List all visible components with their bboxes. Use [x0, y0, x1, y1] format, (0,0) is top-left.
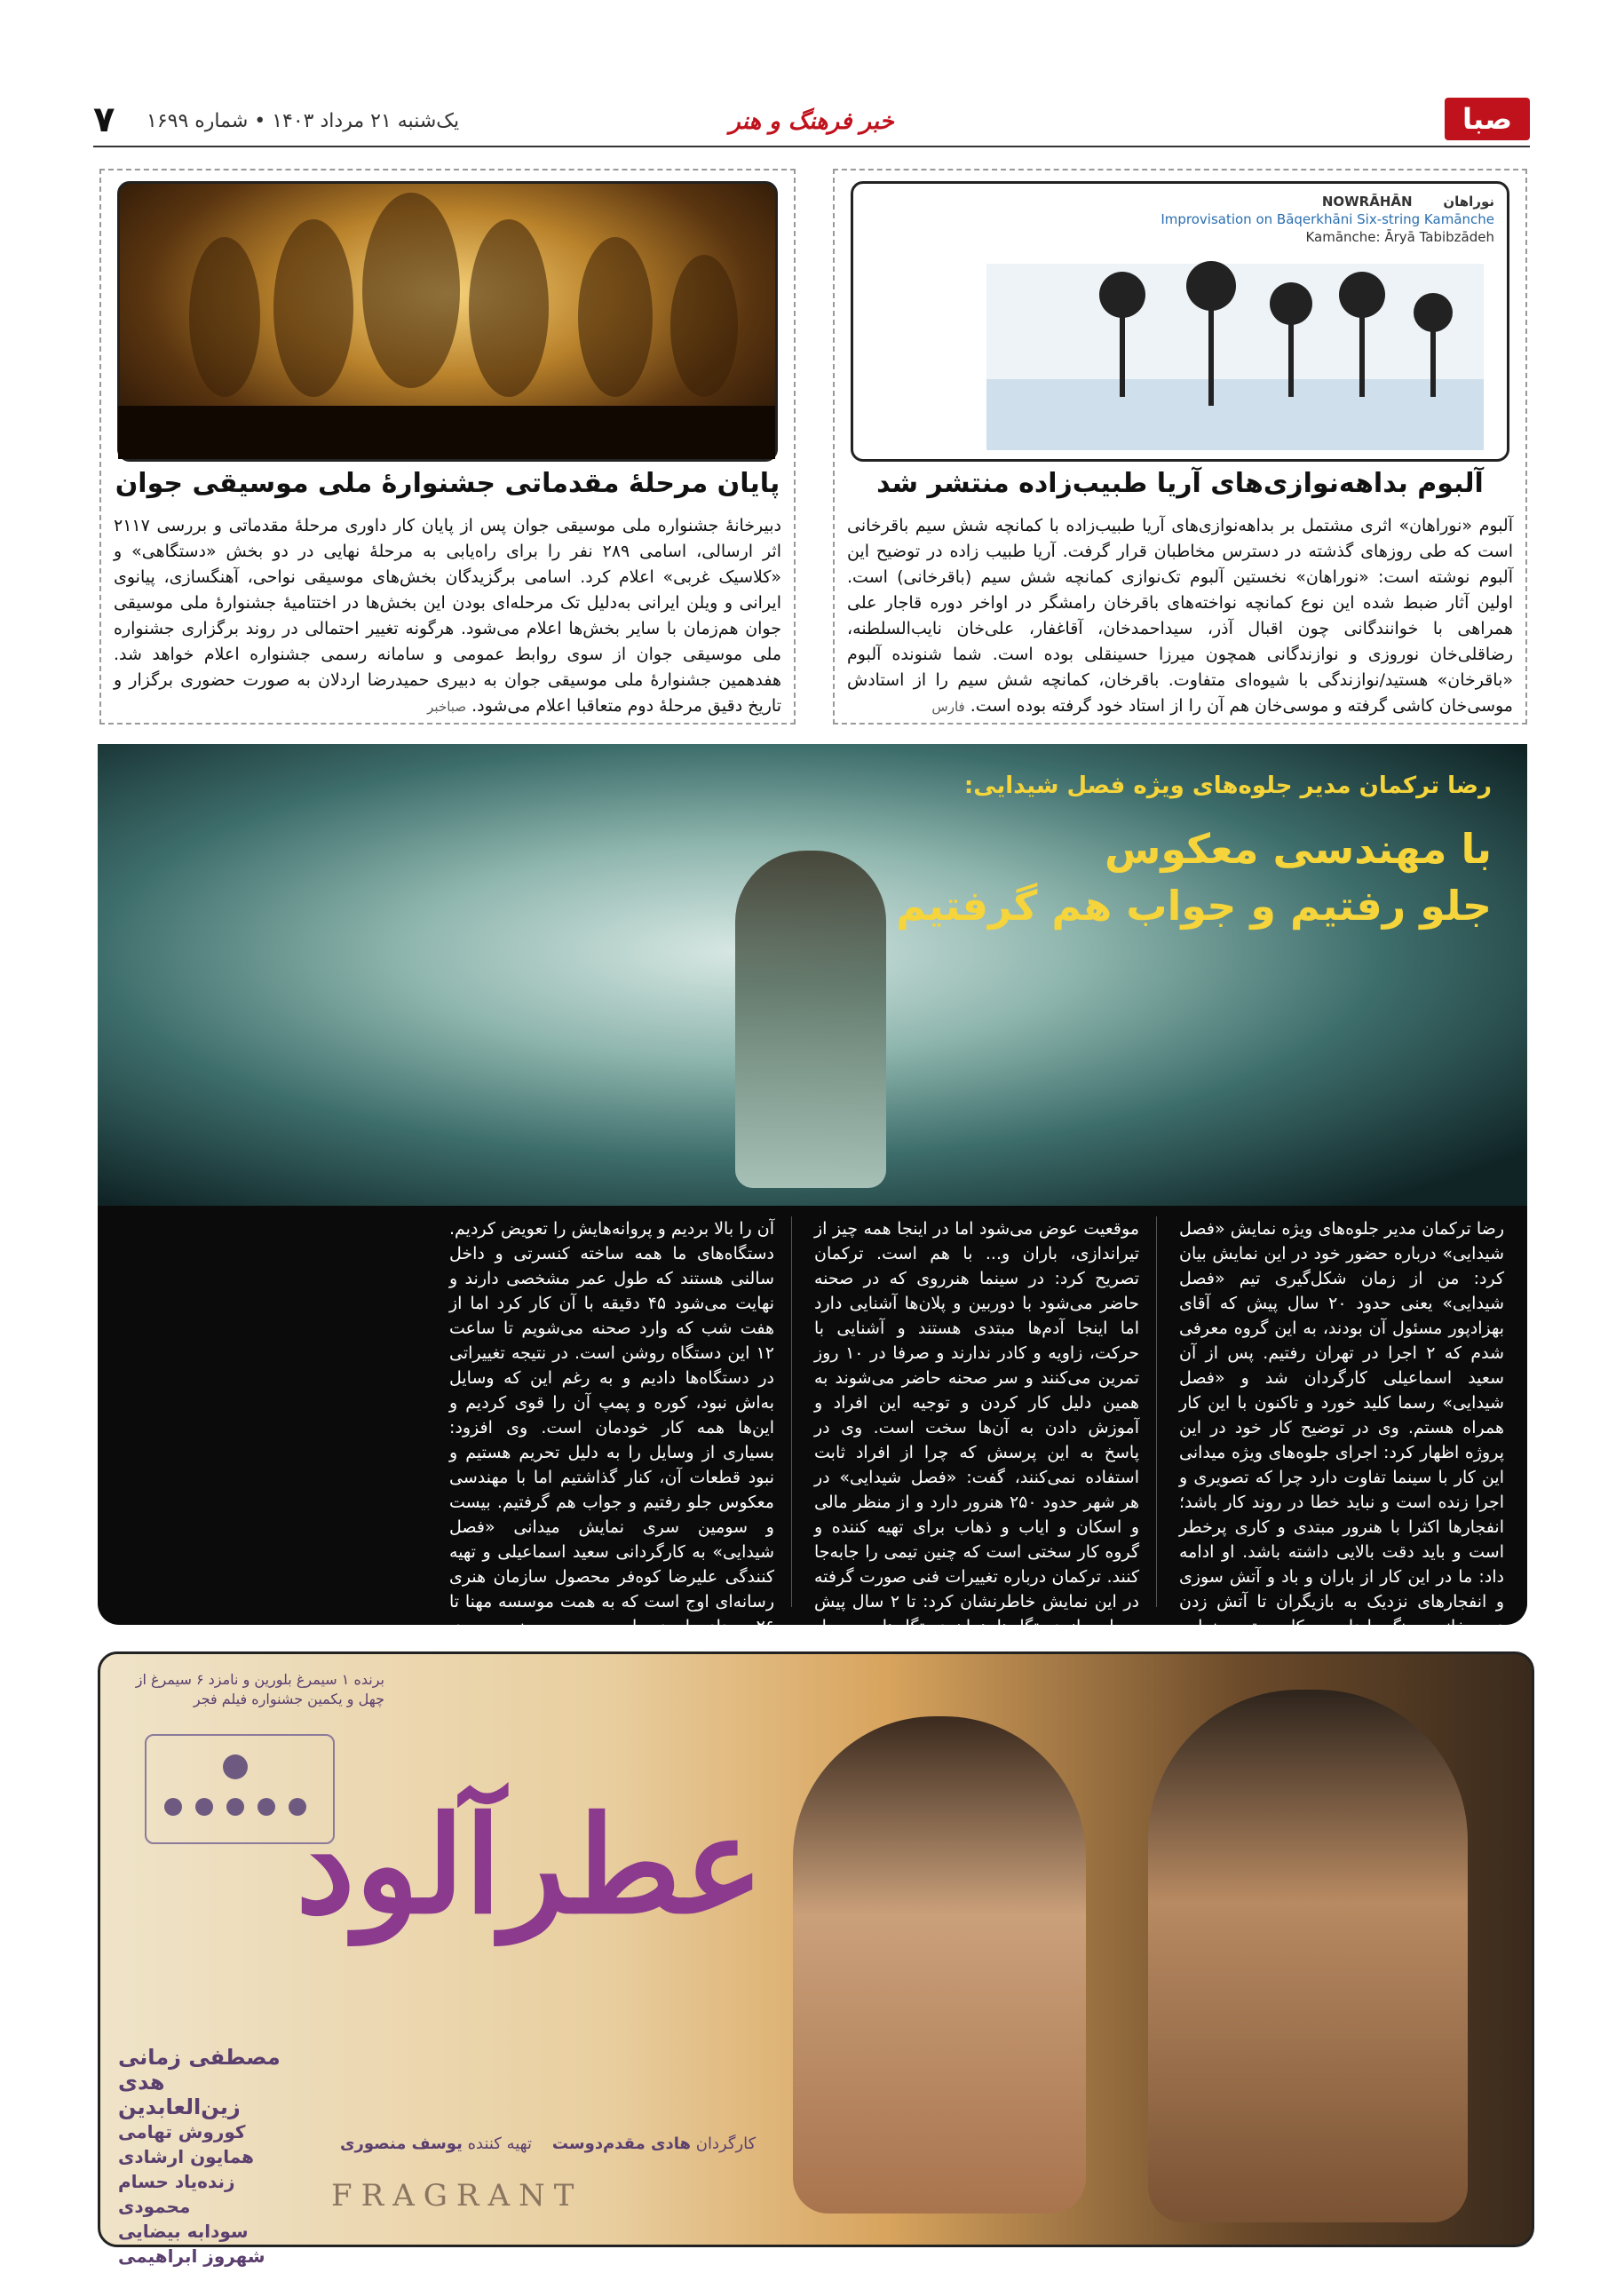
page-header	[93, 98, 1530, 147]
album-artwork	[986, 264, 1484, 450]
festival-story	[99, 169, 796, 725]
poster-credits	[340, 2134, 756, 2155]
director-label: کارگردان	[695, 2134, 757, 2153]
cast-member: همایون ارشادی	[118, 2146, 255, 2167]
feature-headline	[896, 820, 1492, 934]
producer-name: یوسف منصوری	[340, 2134, 463, 2153]
actress-portrait	[793, 1716, 1086, 2214]
album-story-source: فارس	[931, 699, 965, 715]
album-subtitle-en: Improvisation on Bāqerkhāni Six-string Kamānche	[1161, 211, 1494, 227]
feature-column-1: رضا ترکمان مدیر جلوه‌های ویژه نمایش «فصل شیدایی» درباره حضور خود در این نمایش بیان کرد: من از زمان شکل‌گیری تیم «فصل شیدایی» یعنی حدود ۲۰ سال پیش که آقای بهزادپور مسئول آن بودند، به این گروه معرفی شدم که ۲ اجرا در تهران رفتیم. پس از آن سعید اسماعیلی کارگردان شد و «فصل شیدایی» رسما کلید خورد و تاکنون با این کار همراه هستم. وی در توضیح کار خود در این پروژه اظهار کرد: اجرای جلوه‌های ویژه میدانی این کار با سینما تفاوت دارد چرا که تصویری و اجرا زنده است و نباید خطا در روند کار باشد؛ انفجارها اکثرا با هنرور مبتدی و کاری پرخطر است و باید دقت بالایی داشته باشد. او ادامه داد: ما در این کار از باران و باد و آتش سوزی و انفجارهای نزدیک به بازیگران تا آتش زدن درب خانه و جنگ را داریم و کل بسته سینمایی	[1179, 1219, 1504, 1636]
newspaper-logo: صبا	[1445, 98, 1530, 140]
actor-portrait	[1148, 1690, 1468, 2222]
festival-award-note: برنده ۱ سیمرغ بلورین و نامزد ۶ سیمرغ از چهل و یکمین جشنواره فیلم فجر	[135, 1671, 384, 1707]
movie-title-fa: عطرآلود	[296, 1787, 764, 1944]
producer-label: تهیه کننده	[467, 2134, 532, 2153]
movie-title-en: FRAGRANT	[331, 2178, 583, 2214]
feature-headline-line2: جلو رفتیم و جواب هم گرفتیم	[896, 882, 1492, 930]
date-line: یک‌شنبه ۲۱ مرداد ۱۴۰۳ • شماره ۱۶۹۹	[147, 110, 460, 132]
festival-story-text: دبیرخانهٔ جشنواره ملی موسیقی جوان پس از پایان کار داوری مرحلهٔ مقدماتی و بررسی ۲۱۱۷ اثر ارسالی، اسامی ۲۸۹ نفر را برای راه‌یابی به مرحلهٔ نهایی در دو بخش «دستگاهی» و «کلاسیک غربی» اعلام کرد. اسامی برگزیدگان بخش‌های موسیقی نواحی، آهنگسازی، پیانوی ایرانی و ویلن ایرانی به‌دلیل تک مرحله‌ای بودن این بخش‌ها در اختتامیهٔ جشنوارهٔ ملی موسیقی جوان هم‌زمان با سایر بخش‌ها اعلام می‌شود. هرگونه تغییر احتمالی در روند برگزاری جشنواره ملی موسیقی جوان از سوی روابط عمومی و سامانه رسمی جشنواره اعلام خواهد شد. هفدهمین جشنوارهٔ ملی موسیقی جوان به دبیری حمیدرضا اردلان به صورت حضوری برگزار و تاریخ دقیق مرحلهٔ دوم متعاقبا اعلام می‌شود.	[114, 516, 782, 716]
album-label-fa: نوراهان	[1443, 194, 1494, 210]
feature-article	[98, 744, 1527, 1636]
director-name: هادی مقدم‌دوست	[551, 2134, 691, 2153]
column-divider	[791, 1216, 792, 1607]
page-number: ۷	[93, 99, 115, 140]
cast-member: زنده‌یاد حسام محمودی	[118, 2171, 235, 2217]
section-title: خبر فرهنگ و هنر	[729, 108, 894, 135]
festival-story-body	[114, 513, 781, 720]
column-divider	[1156, 1216, 1157, 1607]
cast-member: سودابه بیضایی	[118, 2221, 249, 2242]
album-label-en: NOWRĀHĀN	[1321, 194, 1413, 210]
festival-story-title: پایان مرحلهٔ مقدماتی جشنوارهٔ ملی موسیقی جوان	[115, 468, 780, 499]
actor-figure	[735, 851, 886, 1188]
album-artist-en: Kamānche: Āryā Tabibzādeh	[1305, 229, 1494, 245]
cast-member: کوروش تهامی	[118, 2121, 246, 2142]
feature-headline-line1: با مهندسی معکوس	[1104, 825, 1492, 873]
feature-column-3-text: آن را بالا بردیم و پروانه‌هایش را تعویض کردیم. دستگاه‌های ما همه ساخته کنسرتی و داخل سالنی هستند که طول عمر مشخصی دارند و نهایت می‌شود ۴۵ دقیقه با آن کار کرد اما از هفت شب که وارد صحنه می‌شویم تا ساعت ۱۲ این دستگاه روشن است. در نتیجه تغییراتی در دستگاه‌ها دادیم و به رغم این که وسایل به‌اش نبود، کوره و پمپ آن را قوی کردیم و این‌ها همه کار خودمان است. وی افزود: بسیاری از وسایل را به دلیل تحریم هستیم و نبود قطعات آن، کنار گذاشتیم اما با مهندسی معکوس جلو رفتیم و جواب هم گرفتیم. بیست و سومین سری نمایش میدانی «فصل شیدایی» به کارگردانی سعید اسماعیلی و تهیه کنندگی علیرضا کوه‌فر محصول سازمان هنری رسانه‌ای اوج است که به همت موسسه مهنا تا ۲۶ مرداد ماه در پاسوج روی صحنه می‌رود.	[449, 1219, 775, 1636]
album-story	[833, 169, 1527, 725]
festival-story-source: صباخبر	[427, 699, 467, 715]
festival-trophies-image	[117, 181, 778, 462]
feature-column-2: موقعیت عوض می‌شود اما در اینجا همه چیز از تیراندازی، باران و... با هم است. ترکمان تصریح کرد: در سینما هنرروی که در صحنه حاضر می‌شود با دوربین و پلان‌ها آشنایی دارد اما اینجا آدم‌ها مبتدی هستند و آشنایی با حرکت، زاویه و کادر ندارند و صرفا در ۱۰ روز تمرین می‌کنند و سر صحنه حاضر می‌شوند به همین دلیل کار کردن و توجیه این افراد و آموزش دادن به آن‌ها سخت است. وی در پاسخ به این پرسش که چرا از افراد ثابت استفاده نمی‌کنند، گفت: «فصل شیدایی» در هر شهر حدود ۲۵۰ هنرور دارد و از منظر مالی و اسکان و ایاب و ذهاب برای تهیه کننده و گروه کار سختی است که چنین تیمی را جابه‌جا کنند. ترکمان درباره تغییرات فنی صورت گرفته در این نمایش خاطرنشان کرد: تا ۲ سال پیش بسیاری از دستگاه‌ها همان دستگاه‌های معمول	[814, 1219, 1140, 1636]
album-cover-image	[851, 181, 1509, 462]
album-story-title: آلبوم بداهه‌نوازی‌های آریا طبیب‌زاده منتشر شد	[876, 468, 1484, 499]
cast-member: هدی زین‌العابدین	[118, 2070, 241, 2119]
album-story-body	[847, 513, 1513, 720]
feature-stage-photo	[98, 744, 1527, 1206]
cast-list	[118, 2045, 287, 2269]
feature-kicker: رضا ترکمان مدیر جلوه‌های ویژه فصل شیدایی:	[963, 772, 1492, 799]
album-story-text: آلبوم «نوراهان» اثری مشتمل بر بداهه‌نوازی‌های آریا طبیب‌زاده با کمانچه شش سیم باقرخانی است که طی روزهای گذشته در دسترس مخاطبان قرار گرفت. آریا طبیب زاده در توضیح این آلبوم نوشته است: «نوراهان» نخستین آلبوم تک‌نوازی کمانچه شش سیم (باقرخانی) است. اولین آثار ضبط شده این نوع کمانچه نواخته‌های باقرخان رامشگر در اواخر دوره قاجار علی همراهی با خوانندگانی چون اقبال آذر، سیداحمدخان، آقاغفار، علی‌خان نایب‌السلطنه، رضاقلی‌خان نوروزی و نوازندگانی همچون میرزا حسینقلی بوده است. شما شنونده آلبوم «باقرخان» هستید/نوازندگی با شیوه‌ای متفاوت. باقرخان، کمانچه شش سیم را از استادش موسی‌خان کاشی گرفته و موسی‌خان هم آن را از استاد خود گرفته بوده است.	[847, 516, 1513, 716]
movie-poster-ad	[98, 1651, 1534, 2267]
feature-column-3	[449, 1216, 774, 1715]
trophy-silhouettes	[118, 184, 775, 459]
cast-member: شهروز ابراهیمی	[118, 2245, 265, 2267]
feature-columns	[121, 1216, 1504, 1636]
cast-member: مصطفی زمانی	[118, 2045, 281, 2070]
